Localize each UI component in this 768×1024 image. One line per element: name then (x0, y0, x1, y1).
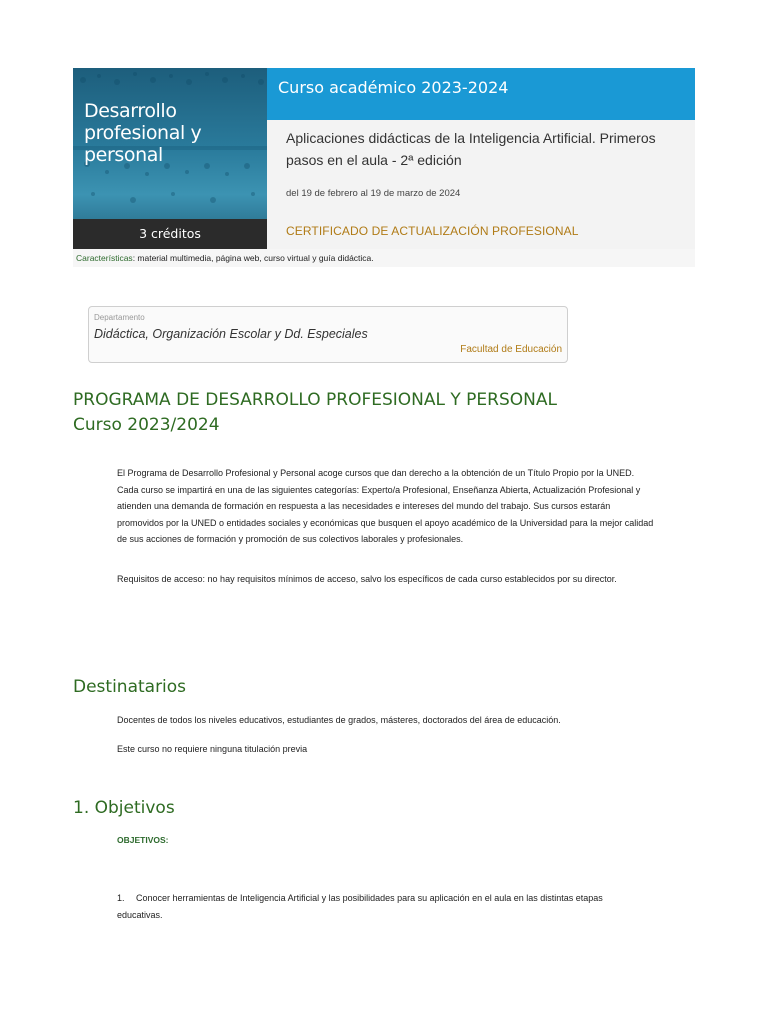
objective-text: Conocer herramientas de Inteligencia Artificial y las posibilidades para su aplicación en el aula en las distintas etapas educativas. (117, 893, 603, 920)
characteristics-label: Características (76, 253, 133, 263)
destinatarios-heading: Destinatarios (73, 677, 187, 697)
program-heading (73, 390, 557, 435)
credits-badge: 3 créditos (73, 219, 267, 249)
program-banner (73, 68, 267, 249)
faculty-link[interactable]: Facultad de Educación (460, 344, 562, 355)
objective-item (117, 890, 637, 924)
banner-title-line2: profesional y personal (84, 122, 202, 166)
destinatarios-line1: Docentes de todos los niveles educativos, estudiantes de grados, másteres, doctorados del área de educación. (117, 715, 561, 725)
objective-number: 1. (117, 893, 125, 903)
certificate-type: CERTIFICADO DE ACTUALIZACIÓN PROFESIONAL (286, 224, 579, 238)
access-requirements: Requisitos de acceso: no hay requisitos mínimos de acceso, salvo los específicos de cada curso establecidos por su director. (117, 574, 617, 584)
department-box (88, 306, 568, 363)
course-info (267, 120, 695, 249)
objetivos-heading: 1. Objetivos (73, 798, 175, 818)
program-heading-line1: PROGRAMA DE DESARROLLO PROFESIONAL Y PERSONAL (73, 390, 557, 410)
destinatarios-line2: Este curso no requiere ninguna titulación previa (117, 744, 308, 754)
banner-title-line1: Desarrollo (84, 100, 177, 122)
department-label: Departamento (94, 313, 145, 322)
course-dates: del 19 de febrero al 19 de marzo de 2024 (286, 188, 461, 199)
academic-year-bar (267, 68, 695, 120)
course-header (73, 68, 695, 249)
department-name: Didáctica, Organización Escolar y Dd. Especiales (94, 327, 368, 341)
program-heading-line2: Curso 2023/2024 (73, 415, 220, 435)
characteristics-row (73, 249, 695, 267)
characteristics-value: : material multimedia, página web, curso virtual y guía didáctica. (132, 253, 374, 263)
course-title: Aplicaciones didácticas de la Inteligencia Artificial. Primeros pasos en el aula - 2ª edición (286, 130, 656, 168)
objetivos-label: OBJETIVOS: (117, 835, 169, 845)
banner-title (84, 100, 267, 166)
academic-year: Curso académico 2023-2024 (278, 78, 509, 97)
program-paragraph: El Programa de Desarrollo Profesional y Personal acoge cursos que dan derecho a la obtención de un Título Propio por la UNED. Cada curso se impartirá en una de las siguientes categorías: Experto/a Profesional, Enseñanza Abierta, Actualización Profesional y atienden una demanda de formación en respuesta a las necesidades e intereses del mundo del trabajo. Sus cursos estarán promovidos por la UNED o entidades sociales y económicas que busquen el apoyo académico de la Universidad para la mejor calidad de sus acciones de formación y promoción de sus colectivos laborales y profesionales. (117, 468, 654, 544)
